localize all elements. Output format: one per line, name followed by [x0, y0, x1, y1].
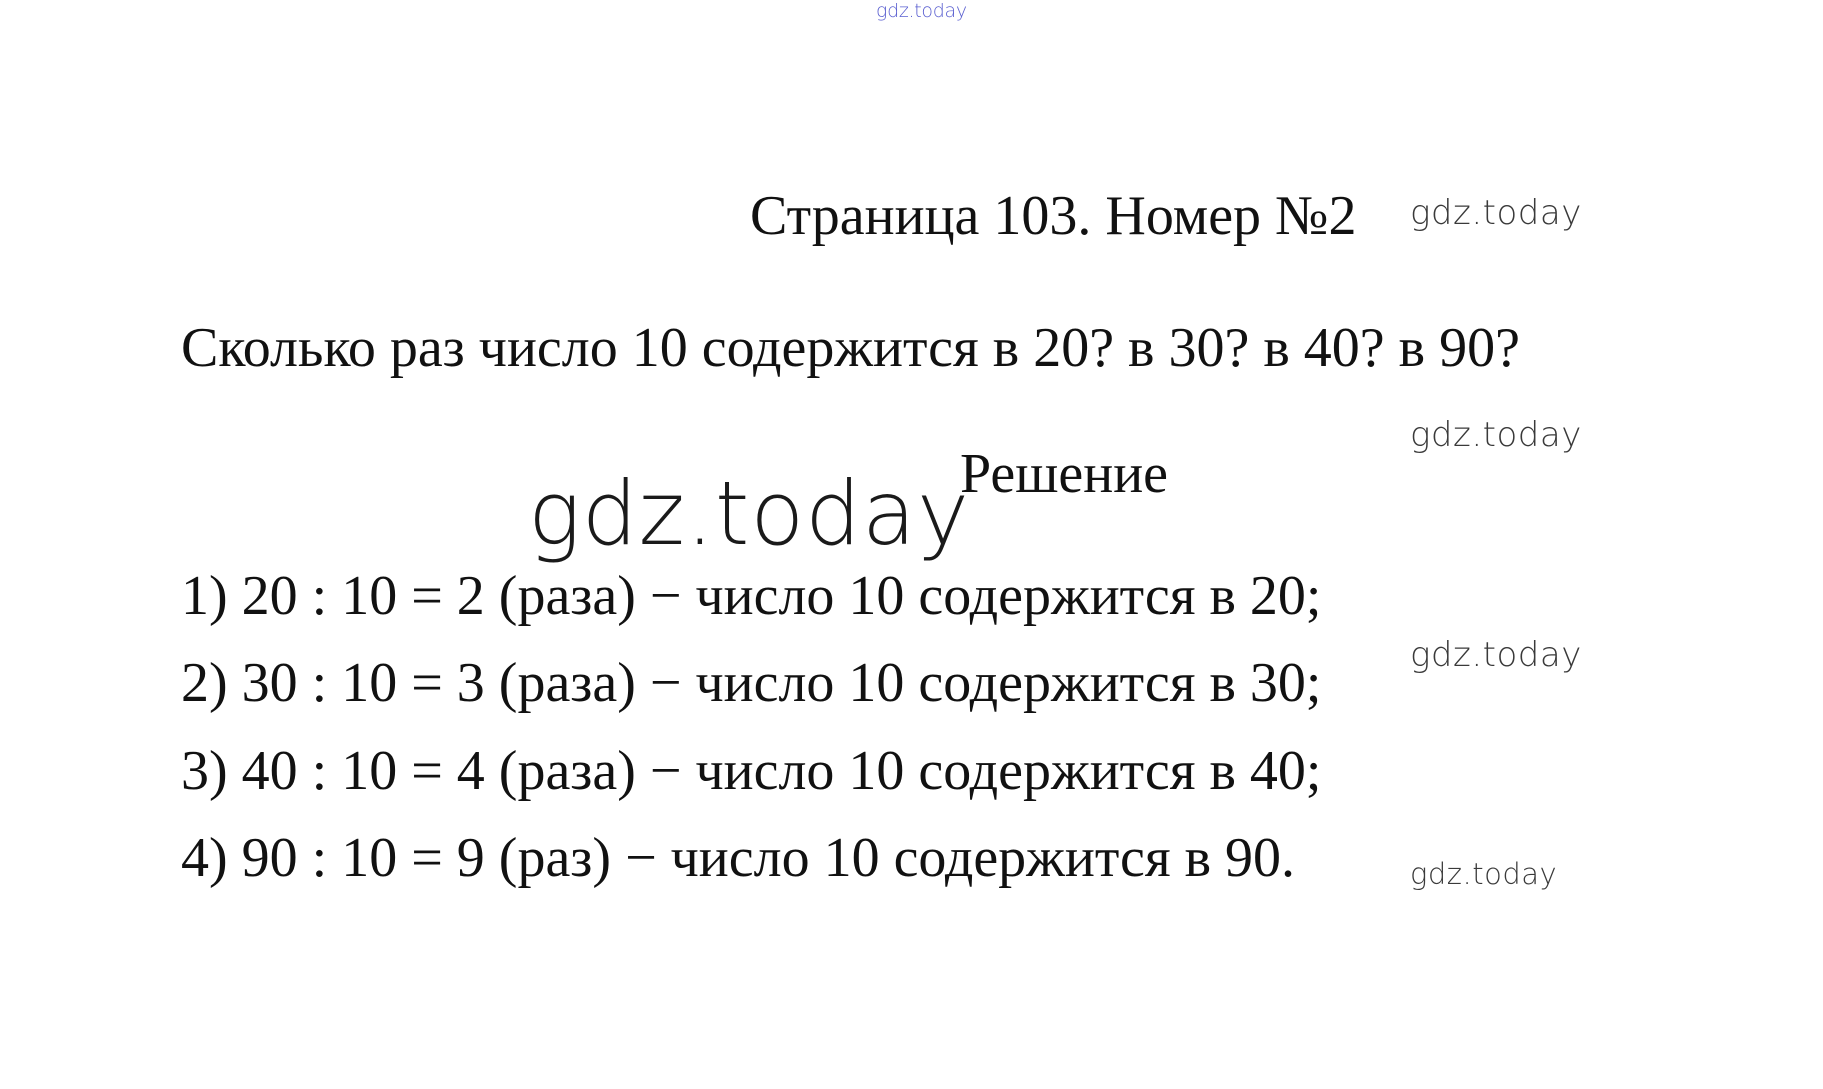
solution-step: 4) 90 : 10 = 9 (раз) − число 10 содержится в 90. [181, 827, 1296, 889]
watermark-side: gdz.today [1410, 415, 1582, 455]
solution-step: 2) 30 : 10 = 3 (раза) − число 10 содержится в 30; [181, 652, 1322, 714]
watermark-side: gdz.today [1410, 857, 1558, 891]
solution-step: 1) 20 : 10 = 2 (раза) − число 10 содержится в 20; [181, 565, 1322, 627]
task-question: Сколько раз число 10 содержится в 20? в 30? в 40? в 90? [181, 317, 1520, 379]
solution-step: 3) 40 : 10 = 4 (раза) − число 10 содержится в 40; [181, 740, 1322, 802]
page-title: Страница 103. Номер №2 [750, 185, 1357, 247]
watermark-side: gdz.today [1410, 193, 1582, 233]
solution-heading: Решение [960, 443, 1169, 505]
watermark-large: gdz.today [528, 462, 971, 565]
watermark-side: gdz.today [1410, 635, 1582, 675]
watermark-top: gdz.today [876, 0, 967, 22]
